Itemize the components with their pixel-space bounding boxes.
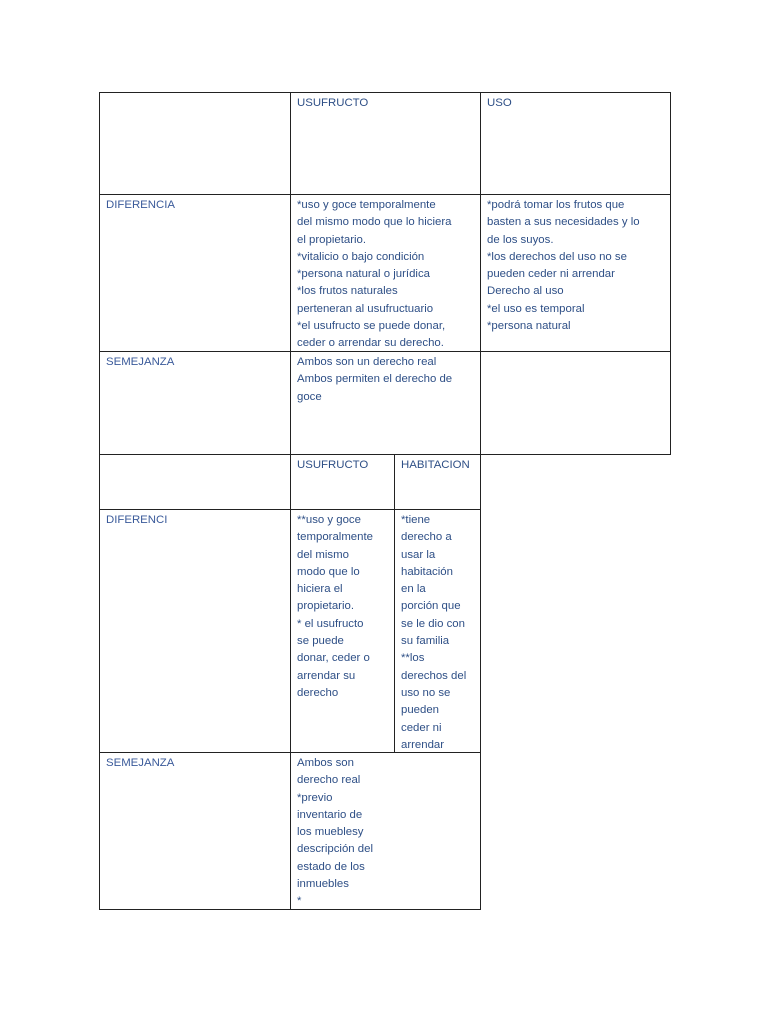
t2-semejanza-line: Ambos son — [297, 757, 354, 769]
t1-header-uso-cell — [480, 92, 671, 195]
t2-dif-habitacion-line: derecho a — [401, 531, 452, 544]
t1-semejanza-usufructo-cell — [290, 351, 481, 455]
t2-dif-usufructo-line: temporalmente — [297, 531, 373, 544]
t1-dif-usufructo-line: *los frutos naturales — [297, 285, 398, 298]
t1-dif-uso-line: Derecho al uso — [487, 285, 564, 298]
t2-header-habitacion: HABITACION — [401, 459, 470, 471]
t1-dif-usufructo-line: del mismo modo que lo hiciera — [297, 216, 452, 229]
t2-semejanza-content-cell — [290, 752, 481, 910]
t2-diferencia-label-cell — [99, 509, 291, 753]
t2-dif-usufructo-line: **uso y goce — [297, 514, 361, 526]
t2-dif-habitacion-line: **los — [401, 652, 425, 665]
t2-diferencia-label: DIFERENCI — [106, 514, 168, 526]
t2-header-habitacion-cell — [394, 454, 481, 510]
t2-dif-habitacion-line: su familia — [401, 635, 450, 648]
t2-dif-habitacion-line: usar la — [401, 548, 436, 561]
t2-dif-usufructo-line: modo que lo — [297, 565, 360, 578]
t2-dif-habitacion-line: uso no se — [401, 686, 451, 699]
t1-semejanza-line: Ambos son un derecho real — [297, 356, 437, 368]
t2-header-empty-cell — [99, 454, 291, 510]
t2-dif-habitacion-line: porción que — [401, 600, 461, 613]
t1-semejanza-label-cell — [99, 351, 291, 455]
t2-dif-habitacion-line: en la — [401, 583, 426, 596]
t1-diferencia-usufructo-cell — [290, 194, 481, 352]
t2-semejanza-line: *previo — [297, 791, 333, 804]
t1-dif-uso-line: basten a sus necesidades y lo — [487, 216, 640, 229]
t1-header-empty-cell — [99, 92, 291, 195]
t2-dif-usufructo-line: derecho — [297, 686, 339, 699]
t2-semejanza-line: inventario de — [297, 808, 363, 821]
t2-dif-usufructo-line: propietario. — [297, 600, 354, 613]
t1-diferencia-label: DIFERENCIA — [106, 199, 175, 211]
t1-dif-usufructo-line: *vitalicio o bajo condición — [297, 250, 425, 263]
t1-header-usufructo: USUFRUCTO — [297, 97, 369, 109]
t1-dif-uso-line: *podrá tomar los frutos que — [487, 199, 625, 211]
t1-dif-usufructo-line: *uso y goce temporalmente — [297, 199, 436, 211]
t1-dif-usufructo-line: el propietario. — [297, 233, 367, 246]
t2-semejanza-label: SEMEJANZA — [106, 757, 175, 769]
t2-semejanza-line: derecho real — [297, 774, 361, 787]
t2-semejanza-label-cell — [99, 752, 291, 910]
t2-semejanza-line: los mueblesy — [297, 826, 364, 839]
t1-dif-uso-line: pueden ceder ni arrendar — [487, 268, 615, 281]
t1-dif-usufructo-line: *persona natural o jurídica — [297, 268, 430, 281]
t1-semejanza-label: SEMEJANZA — [106, 356, 175, 368]
t2-dif-usufructo-line: se puede — [297, 635, 344, 648]
t1-semejanza-line: goce — [297, 390, 322, 403]
t1-dif-uso-line: *persona natural — [487, 320, 571, 333]
t2-dif-habitacion-line: arrendar — [401, 738, 445, 751]
t1-header-usufructo-cell — [290, 92, 481, 195]
t2-diferencia-usufructo-cell — [290, 509, 395, 753]
t2-dif-habitacion-line: derechos del — [401, 669, 467, 682]
t1-dif-usufructo-line: perteneran al usufructuario — [297, 302, 434, 315]
t1-diferencia-uso-cell — [480, 194, 671, 352]
t1-dif-usufructo-line: ceder o arrendar su derecho. — [297, 337, 444, 350]
t2-semejanza-line: estado de los — [297, 860, 365, 873]
t2-header-usufructo-cell — [290, 454, 395, 510]
t2-header-usufructo: USUFRUCTO — [297, 459, 369, 471]
t2-dif-usufructo-line: hiciera el — [297, 583, 343, 596]
t2-dif-habitacion-line: pueden — [401, 704, 440, 717]
t2-semejanza-line: * — [297, 895, 302, 908]
t1-dif-uso-line: *el uso es temporal — [487, 302, 585, 315]
t2-semejanza-line: inmuebles — [297, 878, 349, 891]
t2-dif-usufructo-line: * el usufructo — [297, 617, 364, 630]
t2-dif-usufructo-line: arrendar su — [297, 669, 356, 682]
t2-dif-usufructo-line: donar, ceder o — [297, 652, 370, 665]
t2-dif-habitacion-line: ceder ni — [401, 721, 442, 734]
t1-header-uso: USO — [487, 97, 512, 109]
t2-dif-habitacion-line: *tiene — [401, 514, 431, 526]
t1-semejanza-uso-cell — [480, 351, 671, 455]
t1-diferencia-label-cell — [99, 194, 291, 352]
t2-diferencia-habitacion-cell — [394, 509, 481, 753]
t1-dif-uso-line: de los suyos. — [487, 233, 554, 246]
t2-dif-habitacion-line: se le dio con — [401, 617, 465, 630]
t2-dif-habitacion-line: habitación — [401, 565, 453, 578]
t2-semejanza-line: descripción del — [297, 843, 373, 856]
t1-semejanza-line: Ambos permiten el derecho de — [297, 373, 453, 386]
t1-dif-uso-line: *los derechos del uso no se — [487, 250, 627, 263]
t1-dif-usufructo-line: *el usufructo se puede donar, — [297, 320, 446, 333]
t2-dif-usufructo-line: del mismo — [297, 548, 349, 561]
